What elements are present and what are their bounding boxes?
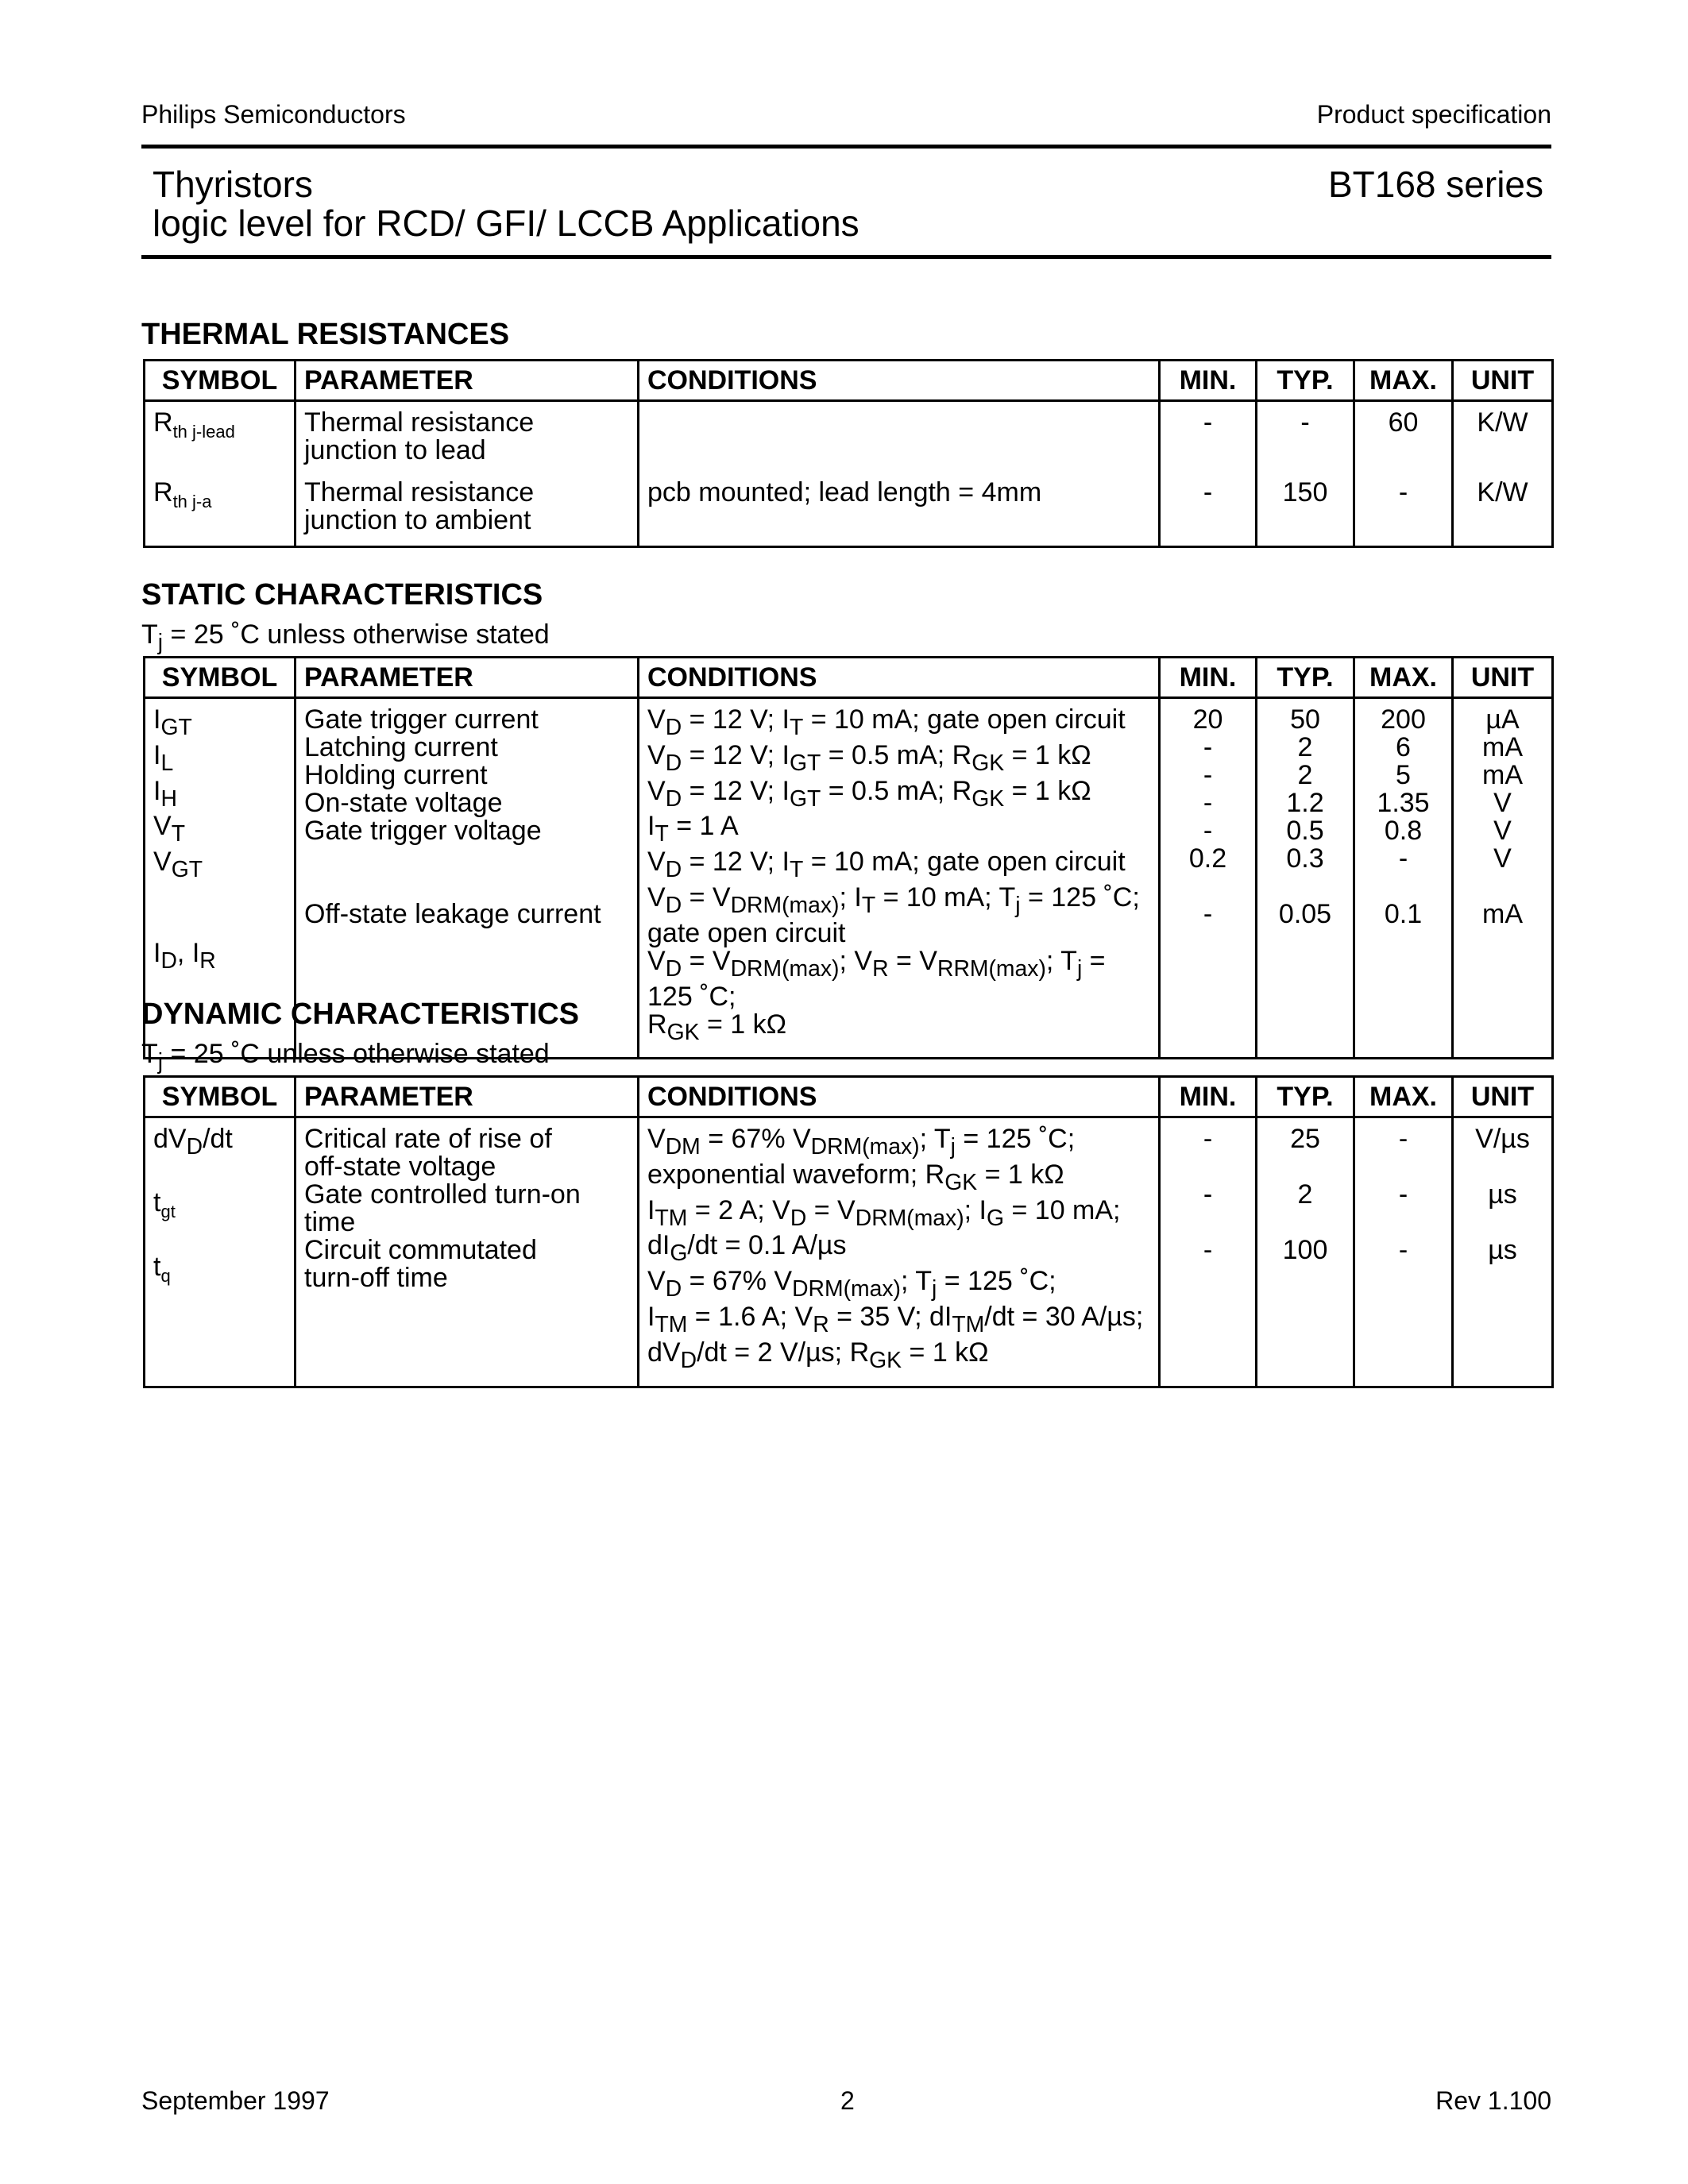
cell-min: 20 - - - - 0.2 - <box>1160 698 1257 1059</box>
col-unit: UNIT <box>1453 1077 1553 1117</box>
cell-parameter: Critical rate of rise of off-state voltage Gate controlled turn-on time Circuit commutated turn-off time <box>295 1117 639 1387</box>
col-min: MIN. <box>1160 361 1257 401</box>
col-symbol: SYMBOL <box>145 361 295 401</box>
col-conditions: CONDITIONS <box>639 658 1160 698</box>
cell-conditions: pcb mounted; lead length = 4mm <box>639 465 1160 547</box>
cell-typ: 150 <box>1257 465 1354 547</box>
cell-typ: 50 2 2 1.2 0.5 0.3 0.05 <box>1257 698 1354 1059</box>
table-row <box>145 465 1553 547</box>
header-rule-bottom <box>141 255 1551 259</box>
cell-conditions: $V_{DM} = 67\%$ $V_{DRM(max)}$; $T_j = 125$ ˚C; exponential waveform; $R_{GK} = 1$ kΩ $I_{TM} = 2$ A; $V_D = V_{DRM(max)}$; $I_G = 10$ mA; $dI_G/dt = 0.1$ A/µs $V_D = 67\%$ $V_{DRM(max)}$; $T_j = 125$ ˚C; $I_{TM} = 1.6$ A; $V_R = 35$ V; $dI_{TM}/dt = 30$ A/µs; $dV_D/dt = 2$ V/µs; $R_{GK} = 1$ kΩ <box>639 1117 1160 1387</box>
section-title-thermal: THERMAL RESISTANCES <box>141 318 510 351</box>
static-conditions-note: $T_j = 25$ ˚C unless otherwise stated <box>141 619 550 655</box>
thermal-table <box>143 359 1554 548</box>
cell-conditions <box>639 401 1160 465</box>
cell-unit: K/W <box>1453 465 1553 547</box>
cell-typ: - <box>1257 401 1354 465</box>
col-max: MAX. <box>1354 658 1453 698</box>
col-symbol: SYMBOL <box>145 658 295 698</box>
cell-parameter: Gate trigger current Latching current Holding current On-state voltage Gate trigger voltage Off-state leakage current <box>295 698 639 1059</box>
table-header-row <box>145 361 1553 401</box>
dynamic-conditions-note: $T_j = 25$ ˚C unless otherwise stated <box>141 1039 550 1075</box>
col-parameter: PARAMETER <box>295 361 639 401</box>
cell-unit: V/µs µs µs <box>1453 1117 1553 1387</box>
dynamic-table <box>143 1075 1554 1388</box>
cell-symbol: $R_{th j-a}$ <box>145 465 295 547</box>
col-conditions: CONDITIONS <box>639 361 1160 401</box>
table-row <box>145 1117 1553 1387</box>
title-line-1: Thyristors <box>153 164 313 205</box>
cell-min: - <box>1160 401 1257 465</box>
col-symbol: SYMBOL <box>145 1077 295 1117</box>
cell-symbol: $R_{th j-lead}$ <box>145 401 295 465</box>
cell-unit: µA mA mA V V V mA <box>1453 698 1553 1059</box>
col-conditions: CONDITIONS <box>639 1077 1160 1117</box>
cell-max: - - - <box>1354 1117 1453 1387</box>
col-unit: UNIT <box>1453 658 1553 698</box>
cell-max: 60 <box>1354 401 1453 465</box>
header-rule-top <box>141 145 1551 149</box>
footer-date: September 1997 <box>141 2086 330 2115</box>
product-series: BT168 series <box>1327 164 1543 205</box>
cell-min: - - - <box>1160 1117 1257 1387</box>
col-min: MIN. <box>1160 1077 1257 1117</box>
title-line-2: logic level for RCD/ GFI/ LCCB Applications <box>153 203 859 244</box>
cell-max: - <box>1354 465 1453 547</box>
footer-revision: Rev 1.100 <box>1435 2086 1551 2115</box>
col-parameter: PARAMETER <box>295 1077 639 1117</box>
cell-unit: K/W <box>1453 401 1553 465</box>
document-title <box>153 165 859 243</box>
cell-typ: 25 2 100 <box>1257 1117 1354 1387</box>
col-max: MAX. <box>1354 1077 1453 1117</box>
col-min: MIN. <box>1160 658 1257 698</box>
col-max: MAX. <box>1354 361 1453 401</box>
col-typ: TYP. <box>1257 1077 1354 1117</box>
cell-conditions: $V_D = 12$ V; $I_T = 10$ mA; gate open circuit $V_D = 12$ V; $I_{GT} = 0.5$ mA; $R_{GK} = 1$ kΩ $V_D = 12$ V; $I_{GT} = 0.5$ mA; $R_{GK} = 1$ kΩ $I_T = 1$ A $V_D = 12$ V; $I_T = 10$ mA; gate open circuit $V_D = V_{DRM(max)}$; $I_T = 10$ mA; $T_j = 125$ ˚C; gate open circuit $V_D = V_{DRM(max)}$; $V_R = V_{RRM(max)}$; $T_j = 125$ ˚C; $R_{GK} = 1$ kΩ <box>639 698 1160 1059</box>
table-header-row <box>145 658 1553 698</box>
cell-symbol: $I_{GT}$ $I_L$ $I_H$ $V_T$ $V_{GT}$ $I_D$, $I_R$ <box>145 698 295 1059</box>
table-header-row <box>145 1077 1553 1117</box>
cell-symbol: $dV_D/dt$ $t_{gt}$ $t_q$ <box>145 1117 295 1387</box>
footer-page-number: 2 <box>840 2086 855 2115</box>
col-typ: TYP. <box>1257 361 1354 401</box>
col-unit: UNIT <box>1453 361 1553 401</box>
col-typ: TYP. <box>1257 658 1354 698</box>
document-type: Product specification <box>1316 100 1551 129</box>
col-parameter: PARAMETER <box>295 658 639 698</box>
cell-parameter: Thermal resistance junction to lead <box>295 401 639 465</box>
cell-max: 200 6 5 1.35 0.8 - 0.1 <box>1354 698 1453 1059</box>
cell-min: - <box>1160 465 1257 547</box>
company-name: Philips Semiconductors <box>141 100 406 129</box>
cell-parameter: Thermal resistance junction to ambient <box>295 465 639 547</box>
section-title-dynamic: DYNAMIC CHARACTERISTICS <box>141 997 579 1031</box>
section-title-static: STATIC CHARACTERISTICS <box>141 578 543 612</box>
table-row <box>145 401 1553 465</box>
